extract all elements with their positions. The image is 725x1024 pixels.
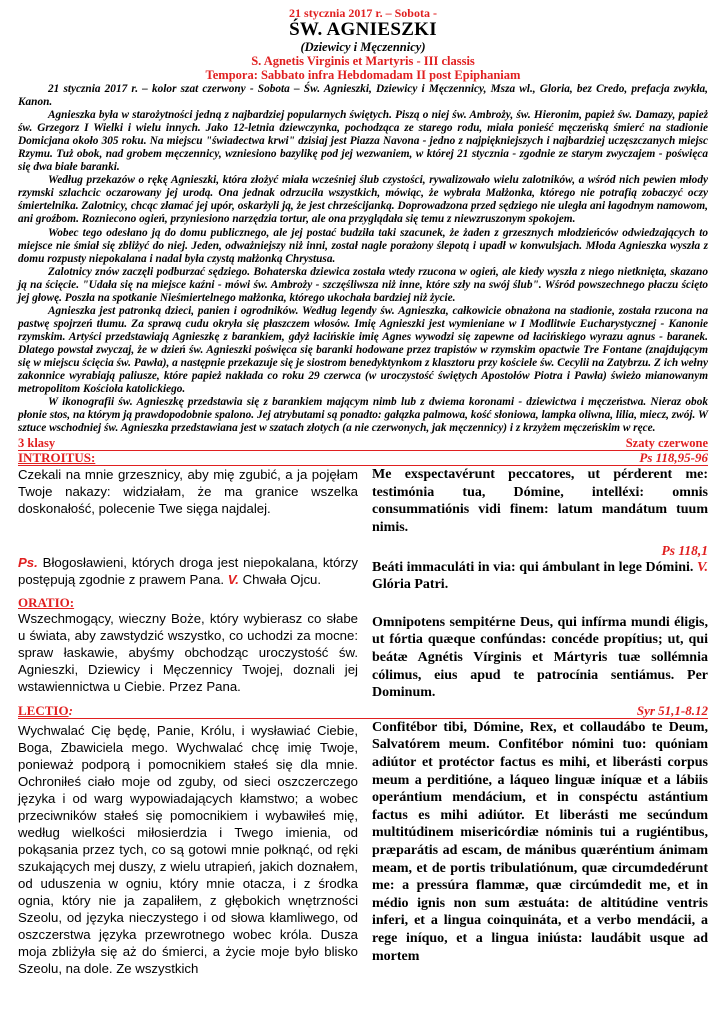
lectio-header [18,704,708,719]
missal-page [18,6,708,977]
introitus-la-psalm [372,559,708,594]
class-bar [18,436,708,451]
oratio-columns [18,610,708,702]
introitus-la-text: Me exspectavérunt peccatores, ut pérderent me: testimónia tua, Dómine, intelléxi: omnis consummatiónis vidi finem: latum mandátum tuum nimis. [372,467,708,536]
introitus-label: INTROITUS: [18,450,96,466]
oratio-pl-text: Wszechmogący, wieczny Boże, który wybierasz co słabe u świata, aby zawstydzić wszystko, co uchodzi za mocne: spraw łaskawie, abyśmy obchodząc uroczystość św. Agnieszki, Dziewicy i Męczennicy Twojej, doznali jej wstawiennictwa u Ciebie. Przez Pana. [18,610,358,694]
introitus-pl-text: Czekali na mnie grzesznicy, aby mię zgubić, a ja pojęłam Twoje nakazy: widziałam, że ma granice wszelka doskonałość, polecenie Twe sięga najdalej. [18,467,358,517]
gloria-la: Glória Patri. [372,577,449,593]
psalm-marker: Ps. [18,555,38,571]
oratio-header [18,596,708,610]
oratio-polish [18,610,358,702]
versicle-marker: V. [227,572,239,588]
lectio-label-wrap [18,704,73,718]
psalm-pl-text: Błogosławieni, których droga jest niepokalana, którzy postępują zgodnie z prawem Pana. [18,555,359,588]
latin-title: S. Agnetis Virginis et Martyris - III classis [251,54,475,68]
bio-paragraph: W ikonografii św. Agnieszkę przedstawia się z barankiem mającym nimb lub z dwiema koronami - dziewictwa i męczeństwa. Nieraz obok płonie stos, na którym ją prawdopodobnie spalono. Jej atrybutami są ponadto: gałązka palmowa, kość słoniowa, lampka oliwna, lilia, miecz, zwój. W sztuce wschodniej św. Agnieszka przedstawiana jest w szatach złotych (a nie czerwonych, jak męczennicy) i z krzyżem męczeńskim w ręce. [18,396,708,435]
introitus-latin [372,466,708,594]
bio-paragraph: Agnieszka była w starożytności jedną z najbardziej popularnych świętych. Piszą o niej św. Ambroży, św. Hieronim, papież św. Damazy, papież św. Grzegorz I Wielki i wielu innych. Jako 12-letnia dziewczynka, pochodząca ze starego rodu, miała ponieść męczeńską śmierć na stadionie Domicjana około 305 roku. Na miejscu "świadectwa krwi" dzisiaj jest Piazza Navona - jedno z najpiękniejszych i najbardziej uczęszczanych miejsc Rzymu. Tuż obok, nad grobem męczennicy, wzniesiono bazylikę pod jej wezwaniem, w której 21 stycznia - zgodnie ze starym zwyczajem - poświęca się dwa białe baranki. [18,109,708,174]
psalm-la-text: Beáti immaculáti in via: qui ámbulant in lege Dómini. [372,559,694,575]
lectio-columns [18,719,708,977]
bio-paragraph: Wobec tego odesłano ją do domu publicznego, ale jej postać budziła taki szacunek, że żaden z grzesznych młodzieńców odwiedzających to miejsce nie śmiał się zbliżyć do niej. Jeden, odważniejszy niż inni, został nagle porażony ślepotą i upadł w konwulsjach. Młoda Agnieszka wyszła z domu rozpusty niepokalana i nadal była czystą małżonką Chrystusa. [18,226,708,265]
versicle-marker-latin: V. [696,559,709,575]
vestment-color: Szaty czerwone [625,436,708,451]
lectio-polish [18,722,358,977]
lectio-latin [372,719,708,977]
introitus-header [18,451,708,466]
psalm-ref: Ps 118,1 [661,542,708,558]
lectio-colon: : [68,702,73,718]
oratio-latin [372,610,708,702]
feast-date: 21 stycznia 2017 r. – Sobota - [289,6,437,20]
oratio-label: ORATIO: [18,594,75,610]
bio-paragraph: Agnieszka jest patronką dzieci, panien i ogrodników. Według legendy św. Agnieszka, całkowicie obnażona na stadionie, została rzucona na pastwę spojrzeń tłumu. Za sprawą cudu okryła się płaszczem włosów. Imię Agnieszki jest wymieniane w I Modlitwie Eucharystycznej - Kanonie rzymskim. Artyści przedstawiają Agnieszkę z barankiem, gdyż łacińskie imię Agnes wywodzi się zapewne od łacińskiego wyrazu agnus - baranek. Dlatego powstał zwyczaj, że w dzień św. Agnieszki poświęca się baranki hodowane przez trapistów w rzymskim opactwie Tre Fontane (znajdującym się w miejscu ścięcia św. Pawła), a następnie przekazuje się je siostrom benedyktynkom z klasztoru przy kościele św. Cecylii na Zatybrzu. Z ich wełny zakonnice wyrabiają paliusze, które papież nakłada co roku 29 czerwca (w uroczystość świętych Apostołów Piotra i Pawła) świeżo mianowanym metropolitom Kościoła katolickiego. [18,304,708,396]
bio-paragraph: Według przekazów o rękę Agnieszki, która złożyć miała wcześniej ślub czystości, rywalizowało wielu zalotników, a wśród nich pewien młody rzymski szlachcic oczarowany jej urodą. Ona jednak odrzuciła wszystkich, mówiąc, że wybrała Małżonka, którego nie potrafią zobaczyć oczy śmiertelnika. Zalotnicy, chcąc złamać jej upór, oskarżyli ją, że jest chrześcijanką. Doprowadzona przed sędziego nie uległa ani łagodnym namowom, ani groźbom. Rozniecono ogień, przyniesiono narzędzia tortur, ale ona przyglądała się temu z niewzruszonym spokojem. [18,174,708,226]
gloria-pl: Chwała Ojcu. [242,572,322,588]
introitus-columns [18,466,708,594]
introitus-ref: Ps 118,95-96 [639,450,708,466]
feast-title: ŚW. AGNIESZKI [289,19,437,40]
introitus-polish [18,466,358,594]
lectio-la-text: Confitébor tibi, Dómine, Rex, et collaudábo te Deum, Salvatórem meum. Confitébor nómini tuo: quóniam adiútor et protéctor factus es mihi, et liberásti corpus meum a perditióne, a láqueo linguæ iníquæ et a lábiis operántium mendácium, et in conspéctu astántium factus es mihi adiútor. Et liberásti me secúndum multitúdinem misericórdiæ nóminis tui a rugiéntibus, præparátis ad escam, de mánibus quæréntium ánimam meam, et de portis tribulatiónum, quæ circumdedérunt me: a pressúra flammæ, quæ circúmdedit me, et in médio ignis non sum æstuáta: de altitúdine ventris inferi, et a lingua coinquináta, et a verbo mendácii, a rege iníquo, et a lingua iniústa: laudábit usque ad mortem [372,719,708,964]
lectio-label: LECTIO [18,702,69,718]
lectio-pl-text: Wychwalać Cię będę, Panie, Królu, i wysławiać Ciebie, Boga, Zbawiciela mego. Wychwalać chcę imię Twoje, ponieważ podporą i pomocnikiem stałeś się dla mnie. Ochroniłeś ciało moje od zguby, od sieci oszczerczego języka i od warg wypowiadających kłamstwo; a wobec przeciwników stałeś się pomocnikiem i wybawiłeś mię, według wielkości miłosierdzia i Twego imienia, od pokąsania przez tych, co są gotowi mnie połknąć, od ręki szukających mej duszy, z wielu utrapień, jakich doznałem, od uduszenia w ogniu, który mnie otacza, i z środka ognia, który nie ja zapaliłem, z głębokich wnętrzności Szeolu, od języka nieczystego i od słowa kłamliwego, od oszczerstwa języka przewrotnego wobec króla. Dusza moja zbliżyła się aż do śmierci, a życie moje było blisko Szeolu, na dole. Ze wszystkich [18,722,358,976]
bio-paragraph: Zalotnicy znów zaczęli podburzać sędziego. Bohaterska dziewica została wtedy rzucona w ogień, ale kiedy wyszła z niego nietknięta, skazano ją na ścięcie. "Udała się na miejsce kaźni - mówi św. Ambroży - szczęśliwsza niż inne, które szły na swój ślub". Wśród powszechnego płaczu ścięto jej głowę. Poszła na spotkanie Nieśmiertelnego małżonka, którego ukochała bardziej niż życie. [18,265,708,304]
biography [18,83,708,435]
oratio-la-text: Omnipotens sempitérne Deus, qui infírma mundi éligis, ut fórtia quæque confúndas: concéde propítius; ut, qui beátæ Agnétis Vírginis et Mártyris tuæ sollémnia cólimus, eius apud te patrocínia sentiámus. Per Dominum. [372,614,708,701]
tempora-line: Tempora: Sabbato infra Hebdomadam II post Epiphaniam [205,68,521,82]
class-label: 3 klasy [18,436,56,451]
introitus-pl-psalm [18,554,358,588]
feast-subtitle: (Dziewicy i Męczennicy) [300,40,426,54]
lectio-ref: Syr 51,1-8.12 [636,702,708,718]
bio-paragraph: 21 stycznia 2017 r. – kolor szat czerwony - Sobota – Św. Agnieszki, Dziewicy i Męczennicy, Msza wl., Gloria, bez Credo, prefacja zwykła, Kanon. [18,83,708,109]
